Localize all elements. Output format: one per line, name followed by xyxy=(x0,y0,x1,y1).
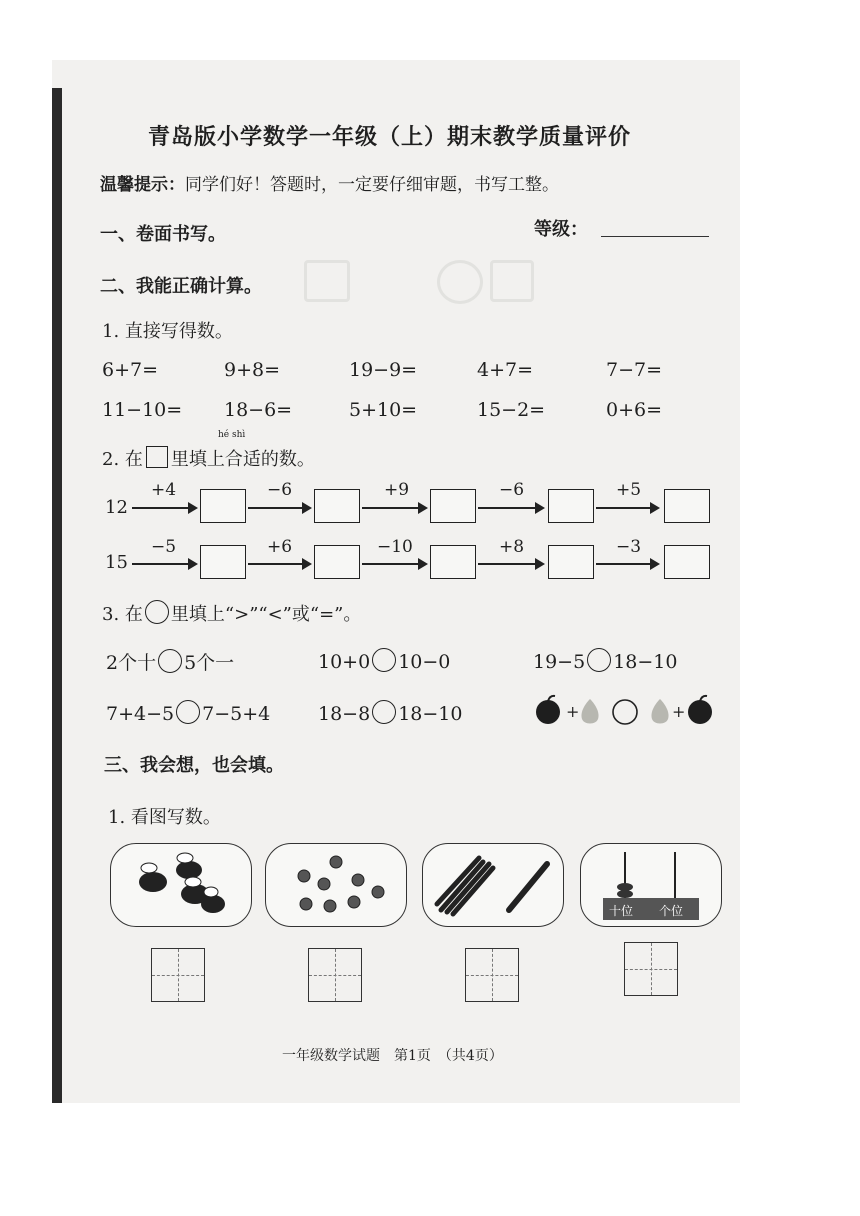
calc-item: 15−2= xyxy=(477,399,546,421)
calc-item: 9+8= xyxy=(224,359,281,381)
reminder-text: 同学们好！答题时，一定要仔细审题，书写工整。 xyxy=(185,175,559,195)
picture-bees xyxy=(110,843,252,927)
picture-abacus xyxy=(580,843,722,927)
picture-dots xyxy=(265,843,407,927)
answer-circle[interactable] xyxy=(613,700,637,724)
compare-item: 19−5 18−10 xyxy=(533,648,677,673)
page-title: 青岛版小学数学一年级（上）期末教学质量评价 xyxy=(148,124,632,150)
exam-page xyxy=(52,60,740,1103)
page-footer: 一年级数学试题 第1页 （共4页） xyxy=(282,1048,503,1064)
arrow-icon xyxy=(478,507,543,509)
calc-item: 19−9= xyxy=(349,359,418,381)
calc-item: 6+7= xyxy=(102,359,159,381)
bleed-through-box xyxy=(304,260,350,302)
writing-box[interactable] xyxy=(465,948,519,1002)
chain-operation: −10 xyxy=(377,537,413,557)
section-2-heading: 二、我能正确计算。 xyxy=(100,276,262,297)
answer-box[interactable] xyxy=(664,489,710,523)
chain-operation: −6 xyxy=(267,480,293,500)
answer-box[interactable] xyxy=(430,545,476,579)
chain-operation: +9 xyxy=(384,480,410,500)
chain-start: 15 xyxy=(105,552,128,573)
pinyin-annotation: hé shì xyxy=(218,430,246,440)
arrow-icon xyxy=(132,507,196,509)
answer-circle[interactable] xyxy=(176,700,200,724)
chain-operation: +5 xyxy=(616,480,642,500)
tens-label: 十位 xyxy=(609,904,634,918)
chain-operation: +4 xyxy=(151,480,177,500)
answer-box[interactable] xyxy=(314,545,360,579)
apple-icon xyxy=(688,696,712,724)
answer-box[interactable] xyxy=(314,489,360,523)
dot-icon xyxy=(266,844,406,926)
arrow-icon xyxy=(248,563,310,565)
answer-circle[interactable] xyxy=(158,649,182,673)
plus-sign: + xyxy=(672,702,686,721)
calc-item: 5+10= xyxy=(349,399,418,421)
arrow-icon xyxy=(362,563,426,565)
q1-heading: 1. 直接写得数。 xyxy=(102,321,233,342)
ones-label: 个位 xyxy=(659,904,684,918)
answer-circle[interactable] xyxy=(587,648,611,672)
q4-heading: 1. 看图写数。 xyxy=(108,807,221,828)
writing-box[interactable] xyxy=(151,948,205,1002)
writing-box[interactable] xyxy=(308,948,362,1002)
arrow-icon xyxy=(362,507,426,509)
answer-box[interactable] xyxy=(200,545,246,579)
answer-box[interactable] xyxy=(664,545,710,579)
answer-box[interactable] xyxy=(548,489,594,523)
pear-icon xyxy=(581,699,598,724)
square-icon xyxy=(146,446,168,468)
calc-item: 4+7= xyxy=(477,359,534,381)
arrow-icon xyxy=(132,563,196,565)
calc-item: 18−6= xyxy=(224,399,293,421)
bleed-through-box xyxy=(490,260,534,302)
q3-heading: 3. 在 里填上“>”“<”或“=”。 xyxy=(102,600,361,626)
arrow-icon xyxy=(248,507,310,509)
grade-blank[interactable] xyxy=(601,236,709,237)
answer-box[interactable] xyxy=(430,489,476,523)
arrow-icon xyxy=(478,563,543,565)
fruit-compare xyxy=(530,693,720,727)
arrow-icon xyxy=(596,563,658,565)
chain-operation: +8 xyxy=(499,537,525,557)
compare-item: 10+0 10−0 xyxy=(318,648,450,673)
chain-operation: −6 xyxy=(499,480,525,500)
section-1-heading: 一、卷面书写。 xyxy=(100,224,226,245)
stick-bundle-icon xyxy=(423,844,563,926)
bee-icon xyxy=(111,844,251,926)
chain-operation: +6 xyxy=(267,537,293,557)
calc-item: 7−7= xyxy=(606,359,663,381)
apple-icon xyxy=(536,696,560,724)
grade-label: 等级： xyxy=(534,219,588,240)
bleed-through-circle xyxy=(437,260,483,304)
calc-item: 0+6= xyxy=(606,399,663,421)
pear-icon xyxy=(651,699,668,724)
reminder-label: 温馨提示： xyxy=(100,175,185,195)
chain-start: 12 xyxy=(105,497,128,518)
answer-circle[interactable] xyxy=(372,648,396,672)
chain-operation: −3 xyxy=(616,537,642,557)
binding-spine xyxy=(52,88,62,1103)
compare-item: 18−8 18−10 xyxy=(318,700,462,725)
calc-item: 11−10= xyxy=(102,399,183,421)
answer-circle[interactable] xyxy=(372,700,396,724)
section-3-heading: 三、我会想，也会填。 xyxy=(104,755,284,776)
reminder xyxy=(100,170,559,195)
plus-sign: + xyxy=(566,702,580,721)
q2-heading: 2. 在 里填上合适的数。 xyxy=(102,445,315,471)
picture-sticks xyxy=(422,843,564,927)
abacus-icon xyxy=(581,844,721,926)
chain-operation: −5 xyxy=(151,537,177,557)
compare-item: 7+4−5 7−5+4 xyxy=(106,700,270,725)
answer-box[interactable] xyxy=(548,545,594,579)
arrow-icon xyxy=(596,507,658,509)
circle-icon xyxy=(145,600,169,624)
answer-box[interactable] xyxy=(200,489,246,523)
writing-box[interactable] xyxy=(624,942,678,996)
compare-item: 2个十 5个一 xyxy=(106,648,234,675)
